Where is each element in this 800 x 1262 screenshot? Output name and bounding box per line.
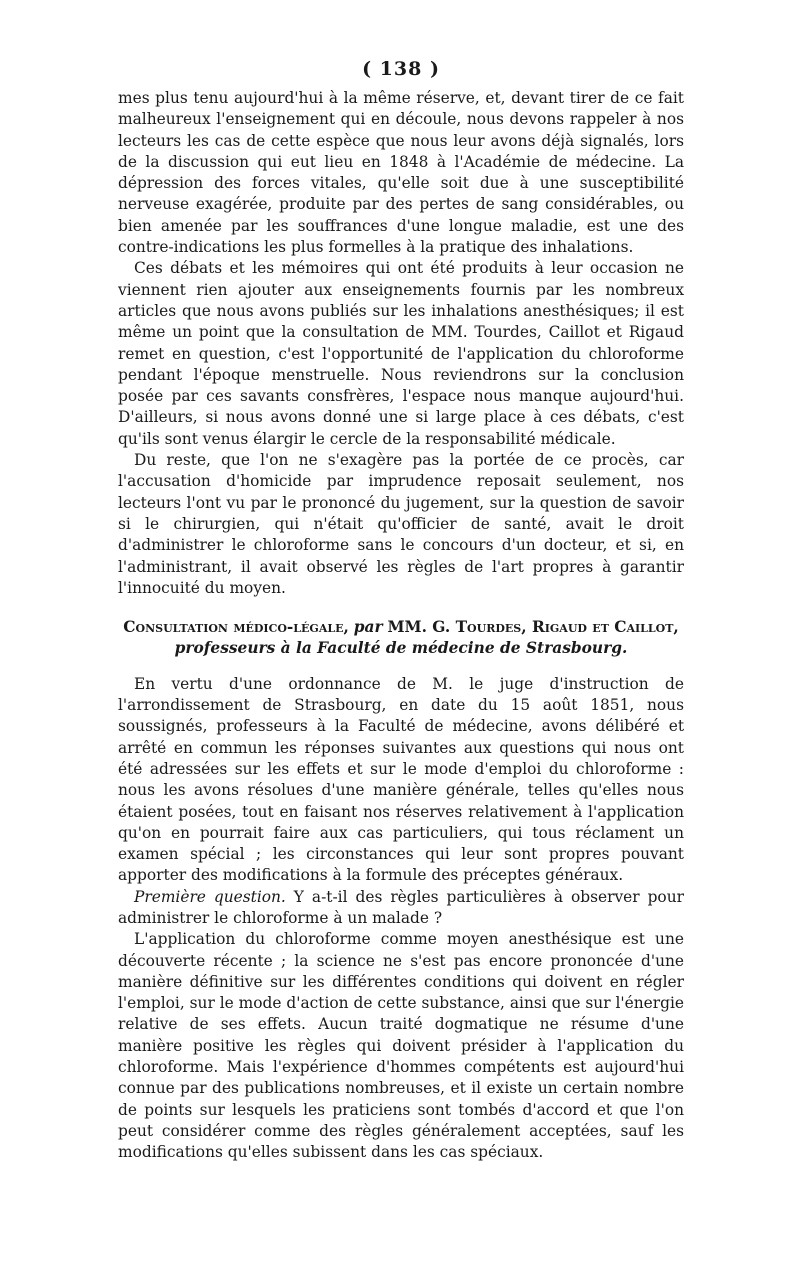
paragraph-1: mes plus tenu aujourd'hui à la même réserve, et, devant tirer de ce fait malheureux l'enseignement qui en découle, nous devons rappeler à nos lecteurs les cas de cette espèce que nous leur avons déjà signalés, lors de la discussion qui eut lieu en 1848 à l'Académie de médecine. La dépression des forces vitales, qu'elle soit due à une susceptibilité nerveuse exagérée, produite par des pertes de sang considérables, ou bien amenée par les souffrances d'une longue maladie, est une des contre-indications les plus formelles à la pratique des inhalations.	[118, 89, 684, 257]
question-paragraph	[118, 887, 684, 930]
heading-authors: MM. G. Tourdes, Rigaud et Caillot,	[387, 618, 679, 637]
paragraph-3: Du reste, que l'on ne s'exagère pas la portée de ce procès, car l'accusation d'homicide par imprudence reposait seulement, nos lecteurs l'ont vu par le prononcé du jugement, sur la question de savoir si le chirurgien, qui n'était qu'officier de santé, avait le droit d'administrer le chloroforme sans le concours d'un docteur, et si, en l'administrant, il avait observé les règles de l'art propres à garantir l'innocuité du moyen.	[118, 451, 684, 597]
paragraph-4: En vertu d'une ordonnance de M. le juge d'instruction de l'arrondissement de Strasbourg, en date du 15 août 1851, nous soussignés, professeurs à la Faculté de médecine, avons délibéré et arrêté en commun les réponses suivantes aux questions qui nous ont été adressées sur les effets et sur le mode d'emploi du chloroforme : nous les avons résolues d'une manière générale, telles qu'elles nous étaient posées, tout en faisant nos réserves relativement à l'application qu'on en pourrait faire aux cas particuliers, qui tous réclament un examen spécial ; les circonstances qui leur sont propres pouvant apporter des modifications à la formule des préceptes généraux.	[118, 674, 684, 885]
book-page	[118, 58, 684, 1164]
section-heading	[118, 617, 684, 660]
question-text: Y a-t-il des règles particulières à observer pour administrer le chloroforme à un malade ?	[118, 887, 684, 927]
question-label: Première question.	[134, 887, 286, 906]
heading-par: par	[353, 618, 383, 637]
paragraph-5: L'application du chloroforme comme moyen anesthésique est une découverte récente ; la science ne s'est pas encore prononcée d'une manière définitive sur les différentes conditions qui doivent en régler l'emploi, sur le mode d'action de cette substance, ainsi que sur l'énergie relative de ses effets. Aucun traité dogmatique ne résume d'une manière positive les règles qui doivent présider à l'application du chloroforme. Mais l'expérience d'hommes compétents est aujourd'hui connue par des publications nombreuses, et il existe un certain nombre de points sur lesquels les praticiens sont tombés d'accord et que l'on peut considérer comme des règles généralement acceptées, sauf les modifications qu'elles subissent dans les cas spéciaux.	[118, 930, 684, 1162]
paragraph-2: Ces débats et les mémoires qui ont été produits à leur occasion ne viennent rien ajouter aux enseignements fournis par les nombreux articles que nous avons publiés sur les inhalations anesthésiques; il est même un point que la consultation de MM. Tourdes, Caillot et Rigaud remet en question, c'est l'opportunité de l'application du chloroforme pendant l'époque menstruelle. Nous reviendrons sur la conclusion posée par ces savants consfrères, l'espace nous manque aujourd'hui. D'ailleurs, si nous avons donné une si large place à ces débats, c'est qu'ils sont venus élargir le cercle de la responsabilité médicale.	[118, 259, 684, 448]
heading-title: Consultation médico-légale,	[123, 618, 349, 637]
page-number: ( 138 )	[362, 58, 440, 80]
heading-affiliation: professeurs à la Faculté de médecine de Strasbourg.	[174, 639, 628, 658]
